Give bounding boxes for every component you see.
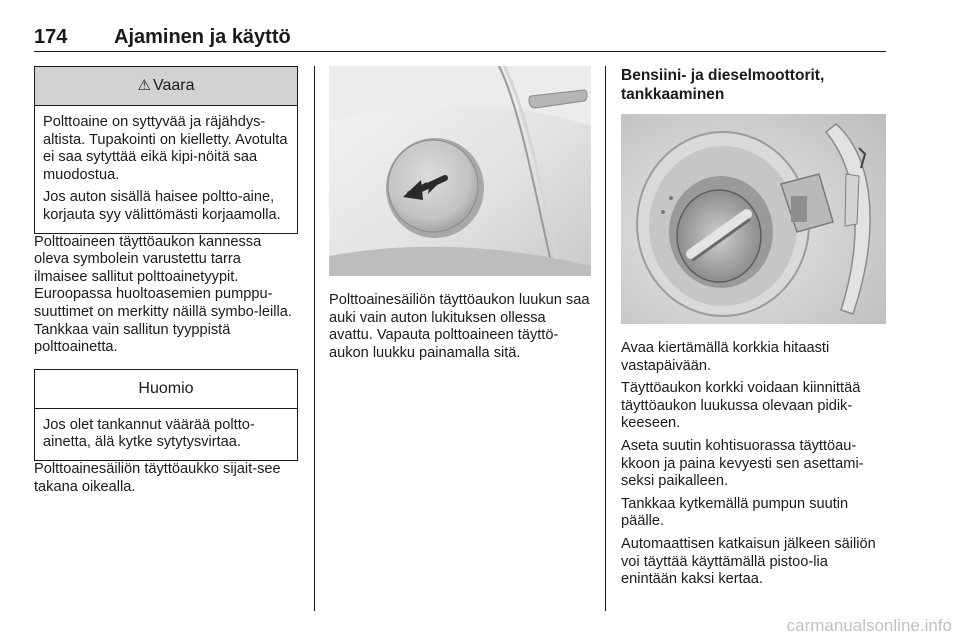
column-3 [621, 66, 887, 589]
instruction-paragraph: Täyttöaukon korkki voidaan kiinnittää täyttöaukon luukussa olevaan pidik-keeseen. [621, 380, 861, 432]
column-divider [314, 66, 315, 611]
note-paragraph: Jos olet tankannut väärää poltto-ainetta, älä kytke sytytysvirtaa. [43, 416, 255, 451]
fuel-filler-photo [621, 114, 886, 324]
note-box-header [35, 370, 297, 409]
warning-box [34, 66, 298, 234]
warning-box-title: Vaara [152, 77, 195, 95]
section-heading: Bensiini- ja dieselmoottorit, tankkaaminen [621, 67, 825, 103]
header-rule [34, 51, 886, 52]
page-title: Ajaminen ja käyttö [114, 26, 291, 48]
note-box-body [35, 409, 297, 460]
photo-caption: Polttoainesäiliön täyttöaukon luukun saa auki vain auton lukituksen ollessa avattu. Vapauta polttoaineen täyttö-aukon luukku painamalla sitä. [329, 292, 590, 361]
page-header [34, 26, 886, 52]
warning-box-body [35, 106, 297, 233]
warning-triangle-icon: ⚠ [137, 77, 151, 95]
body-paragraph: Polttoainesäiliön täyttöaukko sijait-see takana oikealla. [34, 460, 281, 495]
fuel-door-photo [329, 66, 591, 276]
column-1 [34, 66, 298, 496]
column-divider [605, 66, 606, 611]
watermark: carmanualsonline.info [786, 616, 952, 635]
warning-paragraph: Jos auton sisällä haisee poltto-aine, korjauta syy välittömästi korjaamolla. [43, 189, 281, 223]
note-box [34, 369, 298, 461]
warning-box-header [35, 67, 297, 106]
page-number: 174 [34, 26, 68, 48]
column-2 [329, 66, 591, 362]
body-paragraph: Polttoaineen täyttöaukon kannessa oleva symbolein varustettu tarra ilmaisee sallitut polttoainetyypit. Euroopassa huoltoasemien pumppu-suuttimet on merkitty näillä symbo-leilla. Tankkaa vain sallitun tyyppistä polttoainetta. [34, 233, 292, 356]
instruction-paragraph: Automaattisen katkaisun jälkeen säiliön voi täyttää käyttämällä pistoo-lia enintään kaksi kertaa. [621, 535, 876, 588]
note-box-title: Huomio [138, 379, 194, 397]
instruction-paragraph: Tankkaa kytkemällä pumpun suutin päälle. [621, 495, 849, 530]
instruction-paragraph: Aseta suutin kohtisuorassa täyttöau-kkoon ja paina kevyesti sen asettami-seksi paikalleen. [621, 437, 864, 490]
warning-paragraph: Polttoaine on syttyvää ja räjähdys-altista. Tupakointi on kielletty. Avotulta ei saa sytyttää eikä kipi-nöitä saa muodostua. [43, 114, 288, 183]
instruction-paragraph: Avaa kiertämällä korkkia hitaasti vastapäivään. [621, 340, 830, 374]
